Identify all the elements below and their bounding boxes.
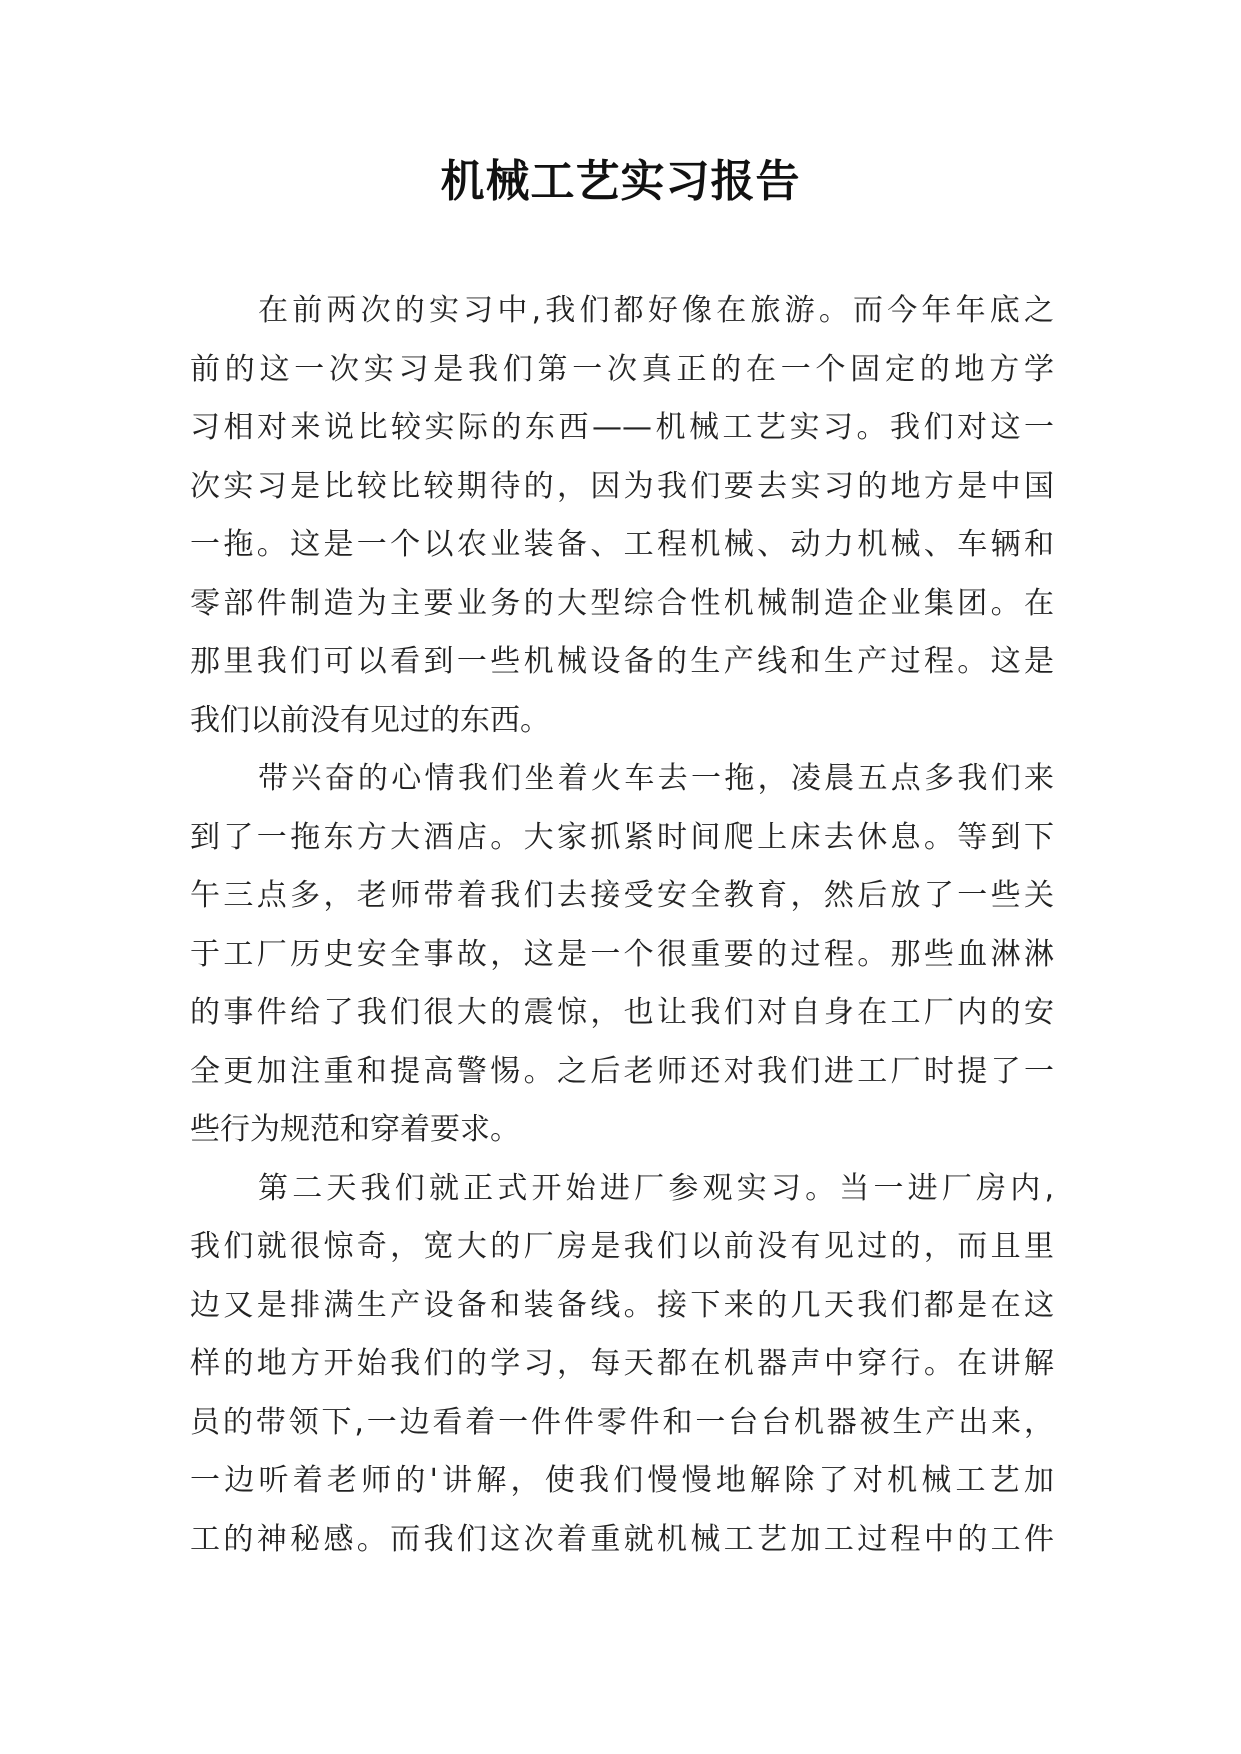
text-line: 前的这一次实习是我们第一次真正的在一个固定的地方学 bbox=[190, 351, 1054, 387]
text-line: 第二天我们就正式开始进厂参观实习。当一进厂房内, bbox=[258, 1170, 1054, 1206]
text-line: 习相对来说比较实际的东西——机械工艺实习。我们对这一 bbox=[190, 410, 1054, 445]
text-line: 午三点多，老师带着我们去接受安全教育，然后放了一些关 bbox=[190, 878, 1054, 913]
text-line: 我们以前没有见过的东西。 bbox=[190, 702, 550, 738]
paragraph-2 bbox=[190, 750, 1054, 1160]
text-line: 一拖。这是一个以农业装备、工程机械、动力机械、车辆和 bbox=[190, 527, 1054, 562]
text-line: 全更加注重和提高警惕。之后老师还对我们进工厂时提了一 bbox=[190, 1053, 1054, 1089]
document-body bbox=[190, 282, 1054, 1569]
paragraph-3 bbox=[190, 1160, 1054, 1570]
text-line: 于工厂历史安全事故，这是一个很重要的过程。那些血淋淋 bbox=[190, 936, 1054, 972]
text-line: 边又是排满生产设备和装备线。接下来的几天我们都是在这 bbox=[190, 1287, 1054, 1323]
text-line: 零部件制造为主要业务的大型综合性机械制造企业集团。在 bbox=[190, 585, 1054, 621]
text-line: 那里我们可以看到一些机械设备的生产线和生产过程。这是 bbox=[190, 644, 1054, 679]
text-line: 员的带领下,一边看着一件件零件和一台台机器被生产出来， bbox=[190, 1404, 1054, 1440]
text-line: 样的地方开始我们的学习，每天都在机器声中穿行。在讲解 bbox=[190, 1346, 1054, 1381]
text-line: 我们就很惊奇，宽大的厂房是我们以前没有见过的，而且里 bbox=[190, 1229, 1054, 1264]
text-line: 次实习是比较比较期待的，因为我们要去实习的地方是中国 bbox=[190, 468, 1054, 504]
text-line: 带兴奋的心情我们坐着火车去一拖，凌晨五点多我们来 bbox=[258, 761, 1054, 796]
text-line: 一边听着老师的'讲解，使我们慢慢地解除了对机械工艺加 bbox=[190, 1463, 1054, 1498]
paragraph-1 bbox=[190, 282, 1054, 750]
document-title: 机械工艺实习报告 bbox=[440, 156, 801, 207]
text-line: 到了一拖东方大酒店。大家抓紧时间爬上床去休息。等到下 bbox=[190, 819, 1054, 855]
text-line: 些行为规范和穿着要求。 bbox=[190, 1112, 520, 1147]
text-line: 的事件给了我们很大的震惊，也让我们对自身在工厂内的安 bbox=[190, 995, 1054, 1030]
text-line: 工的神秘感。而我们这次着重就机械工艺加工过程中的工件 bbox=[190, 1521, 1054, 1557]
text-line: 在前两次的实习中,我们都好像在旅游。而今年年底之 bbox=[258, 293, 1054, 328]
